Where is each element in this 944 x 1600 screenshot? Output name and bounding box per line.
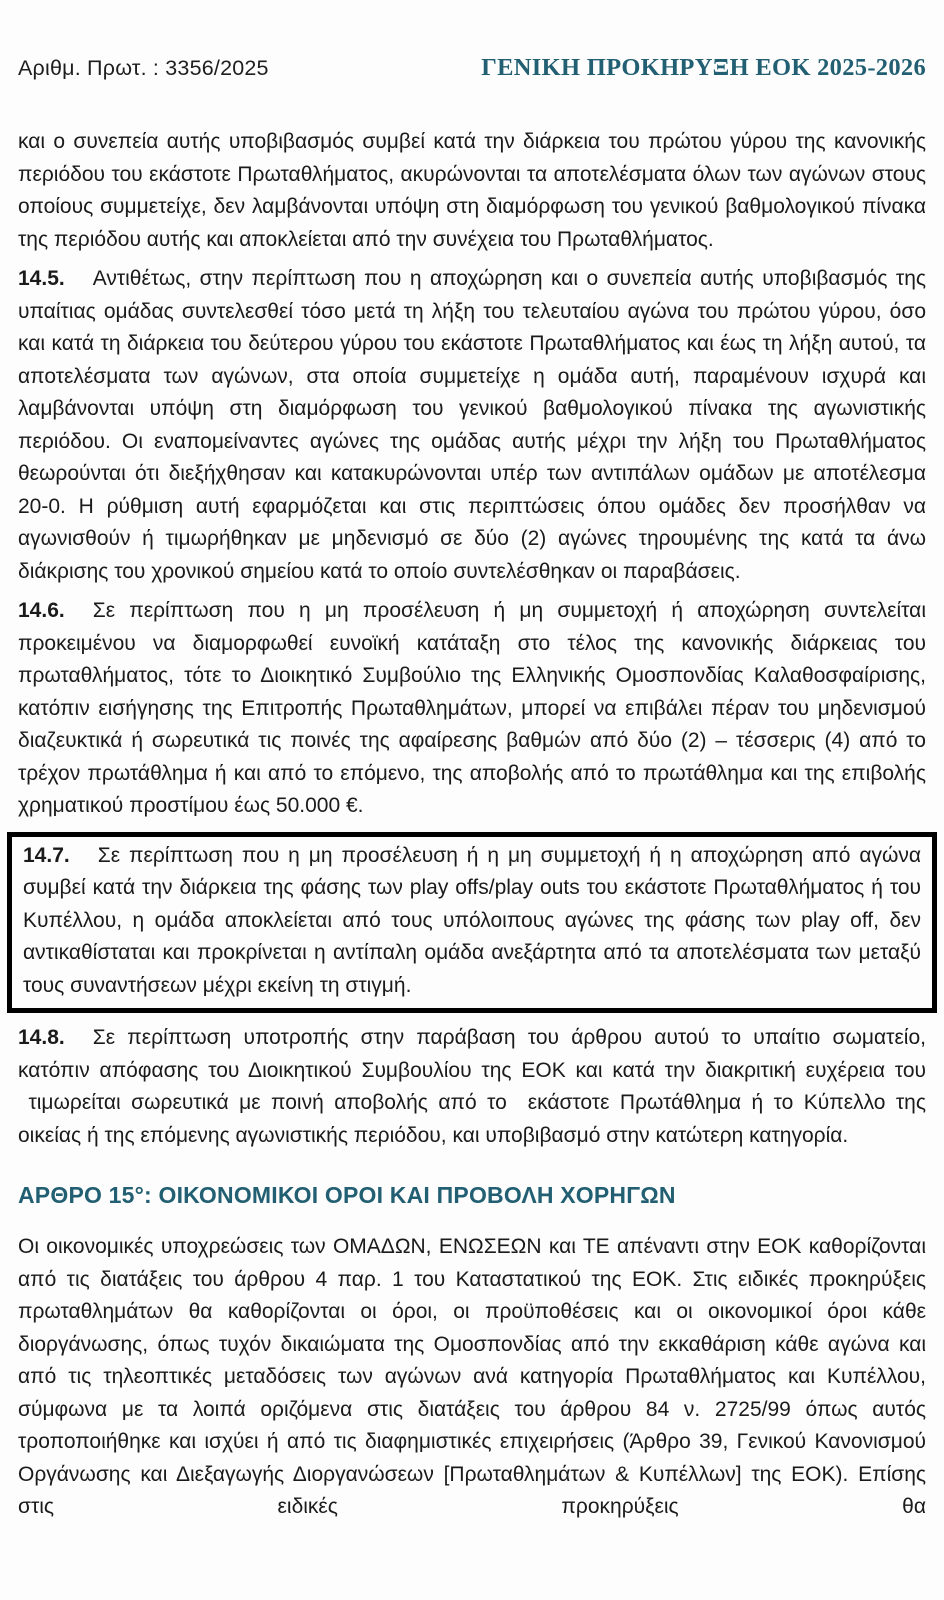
section-14-8-text: Σε περίπτωση υποτροπής στην παράβαση του άρθρου αυτού το υπαίτιο σωματείο, κατόπιν απόφασης του Διοικητικού Συμβουλίου της ΕΟΚ και κατά την διακριτική ευχέρεια του τιμωρείται σωρευτικά με ποινή αποβολής από το εκάστοτε Πρωτάθλημα ή το Κύπελλο της οικείας ή της επόμενης αγωνιστικής περιόδου, και υποβιβασμό στην κατώτερη κατηγορία.: [18, 1026, 926, 1147]
section-14-8-number: 14.8.: [18, 1026, 65, 1049]
document-body: [18, 126, 926, 1524]
section-14-7-text: Σε περίπτωση που η μη προσέλευση ή η μη συμμετοχή ή η αποχώρηση από αγώνα συμβεί κατά την διάρκεια της φάσης των play offs/play outs του εκάστοτε Πρωταθλήματος ή του Κυπέλλου, η ομάδα αποκλείεται από τους υπόλοιπους αγώνες της φάσης των play off, δεν αντικαθίσταται και προκρίνεται η αντίπαλη ομάδα ανεξάρτητα από τα αποτελέσματα των μεταξύ τους συναντήσεων μέχρι εκείνη τη στιγμή.: [23, 843, 921, 997]
protocol-number: Αριθμ. Πρωτ. : 3356/2025: [18, 56, 269, 80]
article-15-heading: ΑΡΘΡΟ 15°: ΟΙΚΟΝΟΜΙΚΟΙ ΟΡΟΙ ΚΑΙ ΠΡΟΒΟΛΗ ΧΟΡΗΓΩΝ: [18, 1182, 676, 1208]
highlighted-clause-box: [7, 832, 937, 1014]
section-14-7: [23, 840, 921, 1003]
paragraph-intro: και ο συνεπεία αυτής υποβιβασμός συμβεί κατά την διάρκεια του πρώτου γύρου της κανονικής περιόδου του εκάστοτε Πρωταθλήματος, ακυρώνονται τα αποτελέσματα όλων των αγώνων στους οποίους συμμετείχε, δεν λαμβάνονται υπόψη στη διαμόρφωση του γενικού βαθμολογικού πίνακα της περιόδου αυτής και αποκλείεται από την συνέχεια του Πρωταθλήματος.: [18, 130, 926, 251]
paragraph-article-15: Οι οικονομικές υποχρεώσεις των ΟΜΑΔΩΝ, ΕΝΩΣΕΩΝ και ΤΕ απέναντι στην ΕΟΚ καθορίζονται από τις διατάξεις του άρθρου 4 παρ. 1 του Καταστατικού της ΕΟΚ. Στις ειδικές προκηρύξεις πρωταθλημάτων θα καθορίζονται οι όροι, οι προϋποθέσεις και οι οικονομικοί όροι κάθε διοργάνωσης, όπως τυχόν δικαιώματα της Ομοσπονδίας από την εκκαθάριση κάθε αγώνα και από τις τηλεοπτικές μεταδόσεις των αγώνων ανά κατηγορία Πρωταθλήματος και Κυπέλλου, σύμφωνα με τα λοιπά οριζόμενα στις διατάξεις του άρθρου 84 ν. 2725/99 όπως αυτός τροποποιήθηκε και ισχύει ή από τις διαφημιστικές επιχειρήσεις (Άρθρο 39, Γενικού Κανονισμού Οργάνωσης και Διεξαγωγής Διοργανώσεων [Πρωταθλημάτων & Κυπέλλων] της ΕΟΚ). Επίσης στις ειδικές προκηρύξεις θα: [18, 1235, 926, 1518]
section-14-8: [18, 1022, 926, 1152]
section-14-5-number: 14.5.: [18, 267, 65, 290]
document-header: [18, 54, 926, 82]
section-14-6: [18, 595, 926, 823]
section-14-6-number: 14.6.: [18, 599, 65, 622]
section-14-5-text: Αντιθέτως, στην περίπτωση που η αποχώρηση και ο συνεπεία αυτής υποβιβασμός της υπαίτιας ομάδας συντελεσθεί τόσο μετά τη λήξη του τελευταίου αγώνα του πρώτου γύρου, όσο και κατά τη διάρκεια του δεύτερου γύρου του εκάστοτε Πρωταθλήματος και έως τη λήξη αυτού, τα αποτελέσματα των αγώνων, στα οποία συμμετείχε η ομάδα αυτή, παραμένουν ισχυρά και λαμβάνονται υπόψη στη διαμόρφωση του γενικού βαθμολογικού πίνακα της αγωνιστικής περιόδου. Οι εναπομείναντες αγώνες της ομάδας αυτής μέχρι την λήξη του Πρωταθλήματος θεωρούνται ότι διεξήχθησαν και κατακυρώνονται υπέρ των αντιπάλων ομάδων με αποτέλεσμα 20-0. Η ρύθμιση αυτή εφαρμόζεται και στις περιπτώσεις όπου ομάδες δεν προσήλθαν να αγωνισθούν ή τιμωρήθηκαν με μηδενισμό σε δύο (2) αγώνες τηρουμένης της κατά τα άνω διάκρισης του χρονικού σημείου κατά το οποίο συντελέσθηκαν οι παραβάσεις.: [18, 267, 926, 583]
section-14-7-number: 14.7.: [23, 843, 70, 867]
section-14-5: [18, 263, 926, 588]
document-title: ΓΕΝΙΚΗ ΠΡΟΚΗΡΥΞΗ ΕΟΚ 2025-2026: [481, 54, 926, 81]
section-14-6-text: Σε περίπτωση που η μη προσέλευση ή μη συμμετοχή ή αποχώρηση συντελείται προκειμένου να διαμορφωθεί ευνοϊκή κατάταξη στο τέλος της κανονικής διάρκειας του πρωταθλήματος, τότε το Διοικητικό Συμβούλιο της Ελληνικής Ομοσπονδίας Καλαθοσφαίρισης, κατόπιν εισήγησης της Επιτροπής Πρωταθλημάτων, μπορεί να επιβάλει πέραν του μηδενισμού διαζευκτικά ή σωρευτικά τις ποινές της αφαίρεσης βαθμών από δύο (2) – τέσσερις (4) από το τρέχον πρωτάθλημα ή και από το επόμενο, της αποβολής από το πρωτάθλημα και της επιβολής χρηματικού προστίμου έως 50.000 €.: [18, 599, 926, 817]
